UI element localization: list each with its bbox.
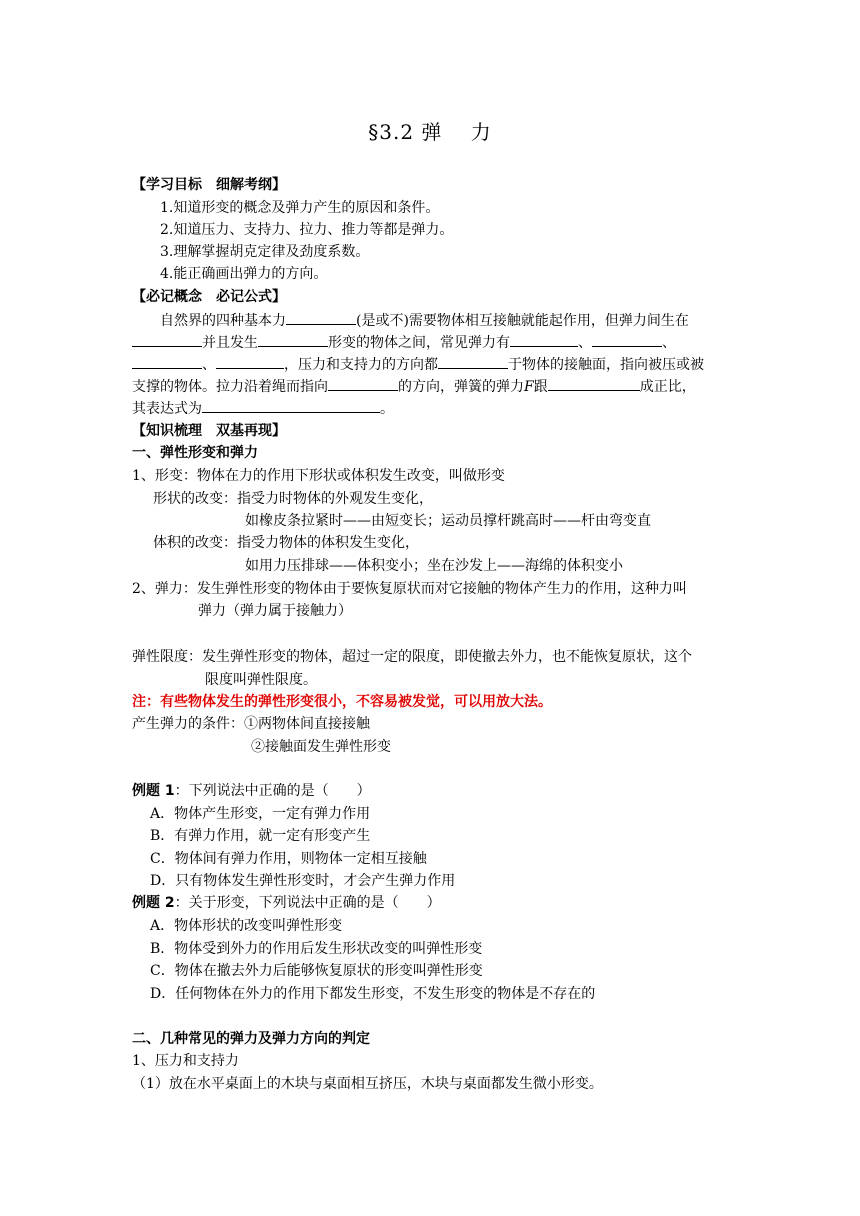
question-text: ：关于形变，下列说法中正确的是（ ） [174,895,441,911]
body-text: 1、压力和支持力 [132,1053,239,1069]
answer-blank[interactable] [132,332,202,347]
answer-blank[interactable] [258,332,328,347]
answer-option: C．物体在撤去外力后能够恢复原状的形变叫弹性形变 [150,963,483,979]
body-text: 如橡皮条拉紧时——由短变长；运动员撑杆跳高时——杆由弯变直 [245,513,651,529]
answer-blank[interactable] [438,354,508,369]
answer-blank[interactable] [328,376,398,391]
note-text: 注：有些物体发生的弹性形变很小，不容易被发觉，可以用放大法。 [132,694,552,710]
body-text: 体积的改变：指受力物体的体积发生变化， [153,535,419,551]
answer-option: A．物体产生形变，一定有弹力作用 [150,806,371,822]
text-segment: 成正比， [639,379,696,395]
text-segment: 于物体的接触面，指向被压或被 [508,357,704,373]
text-segment: 的方向，弹簧的弹力 [398,379,524,395]
answer-option: B．物体受到外力的作用后发生形状改变的叫弹性形变 [150,941,483,957]
answer-blank[interactable] [132,354,202,369]
text-segment: 、 [202,357,216,373]
fill-in-paragraph-line [132,354,704,375]
question-text: ：下列说法中正确的是（ ） [174,783,371,799]
answer-blank[interactable] [548,376,640,391]
text-segment: 、 [662,335,676,351]
answer-option: A．物体形状的改变叫弹性形变 [150,918,343,934]
body-text: 1、形变：物体在力的作用下形状或体积发生改变，叫做形变 [132,468,505,484]
text-segment: 自然界的四种基本力 [160,313,286,329]
body-text: 如用力压排球——体积变小；坐在沙发上——海绵的体积变小 [245,558,623,574]
answer-option: B．有弹力作用，就一定有形变产生 [150,828,371,844]
text-segment: (是或不)需要物体相互接触就能起作用，但弹力间生在 [356,313,689,329]
body-text: 产生弹力的条件：①两物体间直接接触 [132,716,370,732]
answer-blank[interactable] [202,398,380,413]
body-text: 弹性限度：发生弹性形变的物体，超过一定的限度，即使撤去外力，也不能恢复原状，这个 [132,649,692,665]
body-text: 弹力（弹力属于接触力） [198,603,352,619]
answer-blank[interactable] [216,354,284,369]
heading-knowledge: 【知识梳理 双基再现】 [132,423,286,439]
page-title: §3.2 弹 力 [368,120,492,144]
body-text: 2、弹力：发生弹性形变的物体由于要恢复原状而对它接触的物体产生力的作用，这种力叫 [132,581,687,597]
fill-in-paragraph-line [132,376,696,397]
text-segment: 并且发生 [202,335,258,351]
goal-item: 3.理解掌握胡克定律及劲度系数。 [160,244,370,260]
heading-concepts: 【必记概念 必记公式】 [132,289,286,305]
fill-in-paragraph-line [132,398,394,419]
body-text: ②接触面发生弹性形变 [251,739,391,755]
answer-blank[interactable] [592,332,662,347]
example-question [132,893,441,913]
answer-blank[interactable] [510,332,578,347]
heading-learning-goals: 【学习目标 细解考纲】 [132,177,286,193]
symbol-f: F [524,379,534,395]
fill-in-paragraph-line [160,310,689,331]
text-segment: 支撑的物体。拉力沿着绳而指向 [132,379,328,395]
body-text: （1）放在水平桌面上的木块与桌面相互挤压，木块与桌面都发生微小形变。 [132,1076,603,1092]
example-label: 例题 2 [132,895,175,911]
body-text: 限度叫弹性限度。 [205,672,317,688]
answer-blank[interactable] [286,310,356,325]
answer-option: D．只有物体发生弹性形变时，才会产生弹力作用 [150,873,456,889]
section-heading: 一、弹性形变和弹力 [132,445,258,461]
example-question [132,781,371,801]
goal-item: 2.知道压力、支持力、拉力、推力等都是弹力。 [160,222,454,238]
text-segment: 其表达式为 [132,401,202,417]
text-segment: 、 [578,335,592,351]
fill-in-paragraph-line [132,332,676,353]
answer-option: C．物体间有弹力作用，则物体一定相互接触 [150,851,427,867]
body-text: 形状的改变：指受力时物体的外观发生变化， [153,491,433,507]
goal-item: 4.能正确画出弹力的方向。 [160,266,328,282]
goal-item: 1.知道形变的概念及弹力产生的原因和条件。 [160,200,440,216]
section-heading: 二、几种常见的弹力及弹力方向的判定 [132,1031,370,1047]
example-label: 例题 1 [132,783,175,799]
text-segment: ，压力和支持力的方向都 [284,357,438,373]
text-segment: 。 [380,401,394,417]
text-segment: 跟 [533,379,548,395]
text-segment: 形变的物体之间，常见弹力有 [328,335,510,351]
answer-option: D．任何物体在外力的作用下都发生形变，不发生形变的物体是不存在的 [150,986,596,1002]
